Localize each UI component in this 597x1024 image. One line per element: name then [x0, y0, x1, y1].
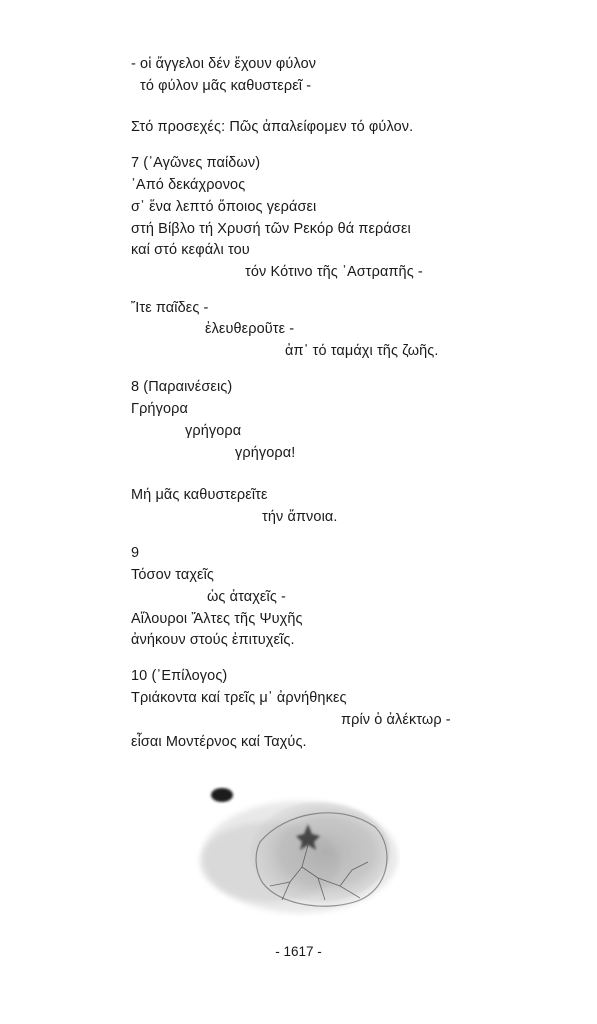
poem-line: τόν Κότινο τῆς ᾿Αστραπῆς -	[245, 264, 423, 280]
poem-line: τήν ἄπνοια.	[262, 509, 338, 525]
section-heading: 10 (᾿Επίλογος)	[131, 668, 228, 684]
section-heading: 8 (Παραινέσεις)	[131, 379, 233, 395]
poem-line: σ᾿ ἕνα λεπτό ὅποιος γεράσει	[131, 199, 317, 215]
poem-line: ἀνήκουν στούς ἐπιτυχεῖς.	[131, 632, 295, 648]
poem-line: στή Βίβλο τή Χρυσή τῶν Ρεκόρ θά περάσει	[131, 221, 411, 237]
poem-line: Αἴλουροι Ἄλτες τῆς Ψυχῆς	[131, 611, 303, 627]
poem-line: γρήγορα!	[235, 445, 296, 461]
poem-line: πρίν ὁ ἀλέκτωρ -	[341, 712, 451, 728]
poem-line: ἐλευθεροῦτε -	[205, 321, 295, 337]
poem-line: Ἴτε παῖδες -	[131, 300, 209, 316]
poem-line: Μή μᾶς καθυστερεῖτε	[131, 487, 268, 503]
section-heading: 9	[131, 545, 140, 561]
section-heading: 7 (᾿Αγῶνες παίδων)	[131, 155, 261, 171]
poem-line: εἶσαι Μοντέρνος καί Ταχύς.	[131, 734, 307, 750]
poem-line: γρήγορα	[185, 423, 242, 439]
poem-line: καί στό κεφάλι του	[131, 242, 250, 258]
poem-line: ἀπ᾿ τό ταμάχι τῆς ζωῆς.	[285, 343, 439, 359]
page-number: - 1617 -	[275, 944, 322, 959]
poem-line: Στό προσεχές: Πῶς ἀπαλείφομεν τό φύλον.	[131, 119, 414, 135]
poem-line: ὡς ἀταχεῖς -	[207, 589, 286, 605]
poem-line: Γρήγορα	[131, 401, 188, 417]
poem-line: - οἱ ἄγγελοι δέν ἔχουν φύλον	[131, 56, 317, 72]
poem-line: Τόσον ταχεῖς	[131, 567, 215, 583]
ink-illustration	[190, 782, 400, 917]
poem-line: τό φύλον μᾶς καθυστερεῖ -	[140, 78, 312, 94]
poem-line: ᾿Από δεκάχρονος	[131, 177, 246, 193]
poem-line: Τριάκοντα καί τρεῖς μ᾿ ἀρνήθηκες	[131, 690, 347, 706]
dark-sun	[211, 788, 233, 802]
